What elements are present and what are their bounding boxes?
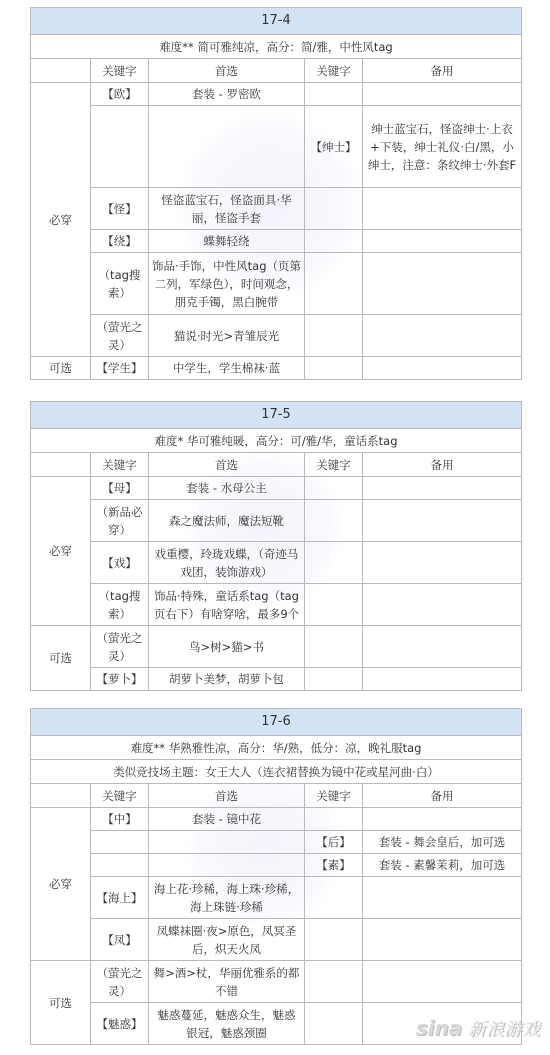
header-backup: 备用	[363, 453, 522, 477]
keyword-cell	[91, 831, 149, 854]
keyword-cell	[91, 854, 149, 877]
backup-cell	[363, 253, 522, 315]
preferred-cell: 舞>酒>杖，华丽优雅系的都不错	[149, 961, 305, 1003]
sina-logo: sina	[415, 1016, 463, 1040]
header-preferred: 首选	[149, 784, 305, 808]
keyword-alt-cell	[305, 230, 363, 253]
keyword-alt-cell	[305, 500, 363, 542]
keyword-cell: 【欧】	[91, 83, 149, 106]
header-blank	[31, 784, 91, 808]
keyword-cell: 【中】	[91, 808, 149, 831]
backup-cell	[363, 188, 522, 230]
keyword-alt-cell	[305, 919, 363, 961]
preferred-cell: 海上花·珍稀，海上珠·珍稀，海上珠链·珍稀	[149, 877, 305, 919]
keyword-alt-cell: 【素】	[305, 854, 363, 877]
preferred-cell: 套装 - 镜中花	[149, 808, 305, 831]
table-17-5	[30, 401, 522, 691]
keyword-alt-cell	[305, 357, 363, 380]
category-must: 必穿	[31, 477, 91, 626]
sina-games-watermark	[416, 1015, 540, 1041]
keyword-cell: 【母】	[91, 477, 149, 500]
keyword-alt-cell	[305, 542, 363, 584]
keyword-cell: 【绕】	[91, 230, 149, 253]
category-must: 必穿	[31, 808, 91, 961]
backup-cell	[363, 808, 522, 831]
keyword-alt-cell	[305, 315, 363, 357]
header-preferred: 首选	[149, 59, 305, 83]
table-17-6	[30, 708, 522, 1045]
section-title: 17-5	[31, 402, 522, 429]
keyword-cell: 【戏】	[91, 542, 149, 584]
backup-cell	[363, 315, 522, 357]
section-description: 难度** 简可雅纯凉，高分：简/雅，中性风tag	[31, 35, 522, 59]
preferred-cell	[149, 831, 305, 854]
preferred-cell: 魅惑蔓延，魅惑众生，魅惑银冠，魅惑颈圈	[149, 1003, 305, 1045]
keyword-alt-cell	[305, 808, 363, 831]
section-title: 17-4	[31, 8, 522, 35]
preferred-cell	[149, 854, 305, 877]
preferred-cell: 戏重樱，玲珑戏蝶，（奇迹马戏团，装饰游戏）	[149, 542, 305, 584]
keyword-cell: 【学生】	[91, 357, 149, 380]
section-description: 难度** 华熟雅性凉，高分：华/熟，低分：凉，晚礼服tag	[31, 736, 522, 760]
keyword-alt-cell	[305, 253, 363, 315]
section-description: 难度* 华可雅纯暖，高分：可/雅/华，童话系tag	[31, 429, 522, 453]
header-backup: 备用	[363, 784, 522, 808]
category-optional: 可选	[31, 626, 91, 691]
keyword-alt-cell	[305, 584, 363, 626]
preferred-cell: 森之魔法师，魔法短靴	[149, 500, 305, 542]
preferred-cell: 鸟>树>猫>书	[149, 626, 305, 668]
keyword-alt-cell	[305, 626, 363, 668]
backup-cell	[363, 668, 522, 691]
preferred-cell: 猫说·时光>青雏辰光	[149, 315, 305, 357]
header-keyword-alt: 关键字	[305, 784, 363, 808]
backup-cell	[363, 626, 522, 668]
backup-cell	[363, 961, 522, 1003]
keyword-cell: （新品必穿）	[91, 500, 149, 542]
backup-cell	[363, 357, 522, 380]
keyword-cell: （萤光之灵）	[91, 961, 149, 1003]
section-title: 17-6	[31, 709, 522, 736]
header-backup: 备用	[363, 59, 522, 83]
backup-cell	[363, 477, 522, 500]
keyword-alt-cell	[305, 83, 363, 106]
section-note: 类似竞技场主题：女王大人（连衣裙替换为镜中花或星河曲·白）	[31, 760, 522, 784]
backup-cell	[363, 584, 522, 626]
preferred-cell: 蝶舞轻绕	[149, 230, 305, 253]
keyword-cell: （tag搜索）	[91, 584, 149, 626]
keyword-alt-cell	[305, 668, 363, 691]
preferred-cell: 怪盗蓝宝石，怪盗面具·华丽，怪盗手套	[149, 188, 305, 230]
category-optional: 可选	[31, 961, 91, 1045]
header-blank	[31, 453, 91, 477]
preferred-cell: 套装 - 水母公主	[149, 477, 305, 500]
keyword-alt-cell: 【绅士】	[305, 106, 363, 188]
keyword-cell: （萤光之灵）	[91, 315, 149, 357]
preferred-cell: 饰品·手饰，中性风tag（页第二列，军绿色），时间观念，朋克手镯，黑白腕带	[149, 253, 305, 315]
keyword-cell: 【怪】	[91, 188, 149, 230]
header-preferred: 首选	[149, 453, 305, 477]
backup-cell	[363, 500, 522, 542]
category-optional: 可选	[31, 357, 91, 380]
keyword-alt-cell	[305, 1003, 363, 1045]
backup-cell	[363, 919, 522, 961]
category-must: 必穿	[31, 83, 91, 357]
header-keyword: 关键字	[91, 453, 149, 477]
preferred-cell: 中学生，学生棉袜·蓝	[149, 357, 305, 380]
brand-text: 新浪游戏	[468, 1019, 540, 1040]
header-keyword-alt: 关键字	[305, 453, 363, 477]
keyword-alt-cell	[305, 477, 363, 500]
keyword-cell	[91, 106, 149, 188]
backup-cell	[363, 877, 522, 919]
keyword-alt-cell	[305, 877, 363, 919]
header-blank	[31, 59, 91, 83]
keyword-cell: 【海上】	[91, 877, 149, 919]
keyword-cell: （tag搜索）	[91, 253, 149, 315]
backup-cell: 绅士蓝宝石，怪盗绅士·上衣+下装，绅士礼仪·白/黑，小绅士，注意：条纹绅士·外套F	[363, 106, 522, 188]
keyword-cell: 【凤】	[91, 919, 149, 961]
keyword-cell: 【萝卜】	[91, 668, 149, 691]
backup-cell	[363, 230, 522, 253]
preferred-cell: 凤蝶袜圈·夜>原色，凤冥圣后，炽天火凤	[149, 919, 305, 961]
keyword-alt-cell	[305, 961, 363, 1003]
preferred-cell: 胡萝卜美梦，胡萝卜包	[149, 668, 305, 691]
preferred-cell: 套装 - 罗密欧	[149, 83, 305, 106]
backup-cell	[363, 542, 522, 584]
backup-cell: 套装 - 素馨茉莉，加可选	[363, 854, 522, 877]
backup-cell: 套装 - 舞会皇后，加可选	[363, 831, 522, 854]
header-keyword: 关键字	[91, 59, 149, 83]
preferred-cell	[149, 106, 305, 188]
keyword-cell: 【魅惑】	[91, 1003, 149, 1045]
header-keyword: 关键字	[91, 784, 149, 808]
header-keyword-alt: 关键字	[305, 59, 363, 83]
keyword-alt-cell: 【后】	[305, 831, 363, 854]
table-17-4	[30, 7, 522, 380]
keyword-alt-cell	[305, 188, 363, 230]
keyword-cell: （萤光之灵）	[91, 626, 149, 668]
preferred-cell: 饰品·特殊，童话系tag（tag页右下）有啥穿啥，最多9个	[149, 584, 305, 626]
backup-cell	[363, 83, 522, 106]
